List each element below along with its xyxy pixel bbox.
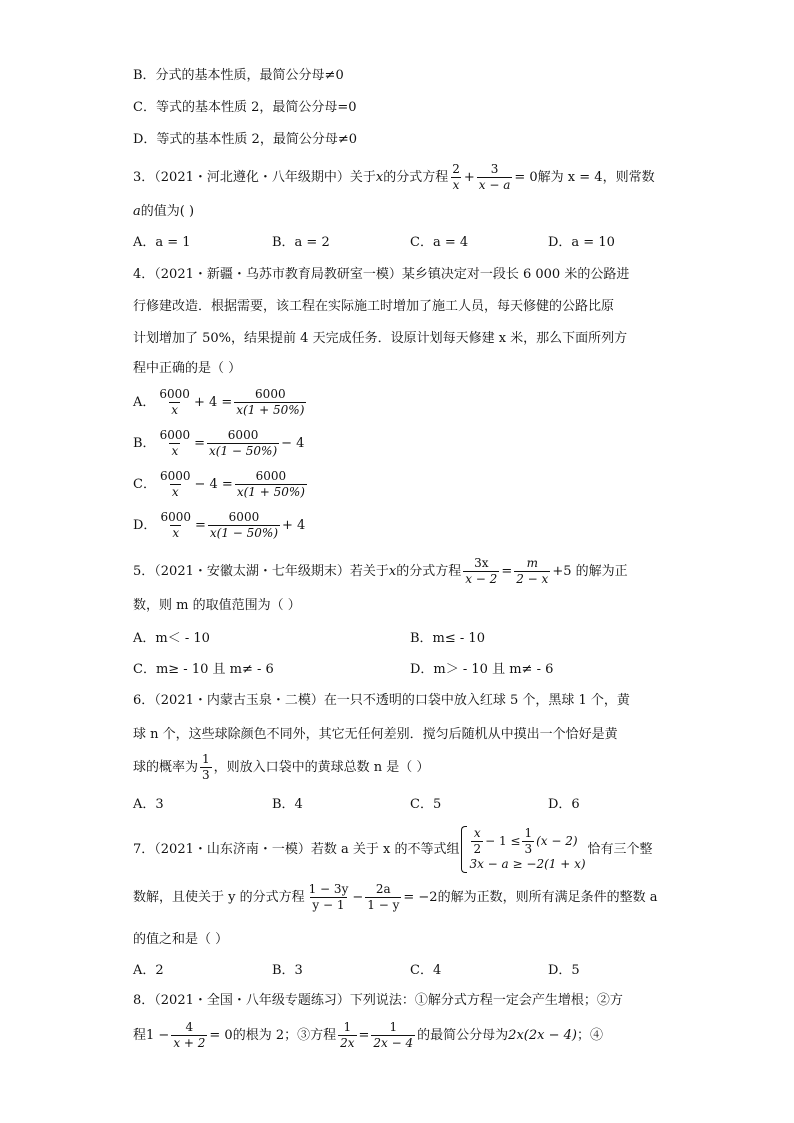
q4-option-c: C． $\frac{6000}{x}$ − 4 = $\frac{6000}{x(1 + 50\%)}$	[133, 469, 305, 499]
q3-mid: 的分式方程	[383, 170, 449, 185]
q6-option-c: C．5	[410, 797, 442, 812]
q6-option-d: D．6	[548, 797, 580, 812]
q6-option-a: A．3	[133, 797, 164, 812]
q8-stem-line2: 程1 − $\frac{4}{x + 2}$ = 0的根为 2；③方程 $\frac{1}{2x}$ = $\frac{1}{2x - 4}$ 的最简公分母为2x(2x − 4)；④	[133, 1020, 603, 1050]
q4-stem-line3: 计划增加了 50%，结果提前 4 天完成任务．设原计划每天修建 x 米，那么下面所列方	[133, 331, 628, 346]
q6-frac: $\frac{1}{3}$	[202, 752, 210, 782]
q3-option-a: A．a = 1	[133, 235, 191, 250]
q5-option-a: A．m＜ - 10	[133, 631, 210, 646]
q7-stem: 7．（2021・山东济南・一模）若数 a 关于 x 的不等式组 $\frac{x}{2}$ − 1 ≤ $\frac{1}{3}$ (x − 2) 3x − a ≥ −2(1 + x) 恰有三个整	[133, 826, 653, 871]
q7-option-b: B．3	[272, 963, 303, 978]
q7-frac-2: $\frac{2a}{1 - y}$	[367, 882, 400, 912]
q3-var: x	[375, 170, 384, 185]
q4-stem-line1: 4．（2021・新疆・乌苏市教育局教研室一模）某乡镇决定对一段长 6 000 米的公路进	[133, 267, 630, 282]
q5-option-d: D．m＞ - 10 且 m≠ - 6	[410, 662, 554, 677]
q3-option-b: B．a = 2	[272, 235, 330, 250]
q5-option-c: C．m≥ - 10 且 m≠ - 6	[133, 662, 274, 677]
q3-prefix: 3．（2021・河北遵化・八年级期中）关于	[133, 170, 376, 185]
q3-frac-2: $\frac{3}{x - a}$	[478, 162, 511, 192]
q3-var-a: a	[133, 204, 141, 219]
left-brace-icon	[461, 826, 467, 873]
q5-stem: 5．（2021・安徽太湖・七年级期末）若关于x的分式方程 $\frac{3x}{x - 2}$ = $\frac{m}{2 - x}$ +5 的解为正	[133, 556, 628, 586]
q3-suffix: 解为 x = 4，则常数	[537, 170, 655, 185]
q4-stem-line2: 行修建改造．根据需要，该工程在实际施工时增加了施工人员，每天修健的公路比原	[133, 299, 615, 314]
q3-option-c: C．a = 4	[410, 235, 469, 250]
q5-frac-2: $\frac{m}{2 - x}$	[516, 556, 549, 586]
q5-frac-1: $\frac{3x}{x - 2}$	[465, 556, 498, 586]
q7-option-a: A．2	[133, 963, 164, 978]
q8-frac-2: $\frac{1}{2x}$	[340, 1020, 355, 1050]
q6-stem-line1: 6．（2021・内蒙古玉泉・二模）在一只不透明的口袋中放入红球 5 个，黑球 1 个，黄	[133, 693, 630, 708]
q2-option-b: B．分式的基本性质，最简公分母≠0	[133, 68, 344, 83]
q5-option-b: B．m≤ - 10	[410, 631, 485, 646]
q7-stem-line2: 数解，且使关于 y 的分式方程 $\frac{1 - 3y}{y - 1}$ − $\frac{2a}{1 - y}$ = −2的解为正数，则所有满足条件的整数 a	[133, 882, 658, 912]
q5-stem-line2: 数，则 m 的取值范围为（ ）	[133, 598, 301, 613]
q3-eq: = 0	[514, 170, 538, 185]
q4-stem-line4: 程中正确的是（ ）	[133, 361, 242, 376]
q7-option-c: C．4	[410, 963, 442, 978]
q4-option-d: D． $\frac{6000}{x}$ = $\frac{6000}{x(1 - 50\%)}$ + 4	[133, 510, 306, 540]
q3-frac-1: $\frac{2}{x}$	[452, 162, 460, 192]
q3-stem-line2	[133, 205, 194, 218]
q3-plus: +	[463, 170, 475, 185]
q7-option-d: D．5	[548, 963, 580, 978]
q8-stem-line1: 8．（2021・全国・八年级专题练习）下列说法：①解分式方程一定会产生增根；②方	[133, 993, 623, 1008]
q4-option-b: B． $\frac{6000}{x}$ = $\frac{6000}{x(1 - 50\%)}$ − 4	[133, 428, 305, 458]
q6-stem-line3: 球的概率为 $\frac{1}{3}$ ，则放入口袋中的黄球总数 n 是（ ）	[133, 752, 430, 782]
q3-stem	[133, 162, 655, 193]
q3-line2-text: 的值为( )	[140, 204, 195, 219]
q2-option-d: D．等式的基本性质 2，最简公分母≠0	[133, 132, 357, 147]
q2-option-c: C．等式的基本性质 2，最简公分母=0	[133, 100, 357, 115]
q7-frac-1: $\frac{1 - 3y}{y - 1}$	[308, 882, 349, 912]
q8-frac-1: $\frac{4}{x + 2}$	[173, 1020, 206, 1050]
q7-inequality-system: $\frac{x}{2}$ − 1 ≤ $\frac{1}{3}$ (x − 2) 3x − a ≥ −2(1 + x)	[461, 826, 585, 873]
q7-stem-line3: 的值之和是（ ）	[133, 932, 229, 947]
q4-option-a: A． $\frac{6000}{x}$ + 4 = $\frac{6000}{x(1 + 50\%)}$	[133, 387, 305, 417]
q6-option-b: B．4	[272, 797, 303, 812]
q3-option-d: D．a = 10	[548, 235, 615, 250]
q6-stem-line2: 球 n 个，这些球除颜色不同外，其它无任何差别．搅匀后随机从中摸出一个恰好是黄	[133, 727, 618, 742]
q8-frac-3: $\frac{1}{2x - 4}$	[373, 1020, 414, 1050]
